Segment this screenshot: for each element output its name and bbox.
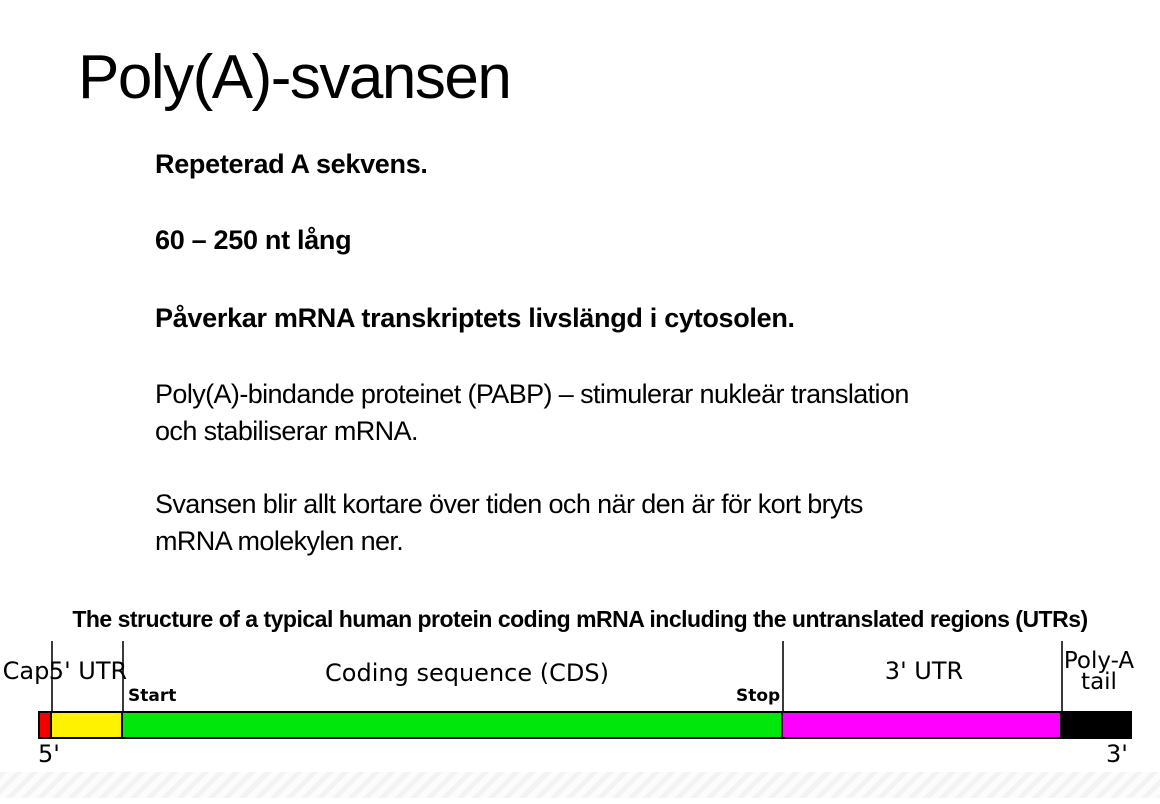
label-5utr: 5' UTR: [48, 657, 128, 685]
label-cds: Coding sequence (CDS): [325, 659, 609, 687]
label-polya-tail: [1063, 648, 1135, 695]
mrna-bar: [38, 711, 1132, 739]
label-5-prime: 5': [38, 740, 60, 768]
bullet-line: Påverkar mRNA transkriptets livslängd i cytosolen.: [155, 303, 795, 333]
figure-caption: The structure of a typical human protein coding mRNA including the untranslated regions (UTRs): [72, 606, 1088, 632]
segment-3utr: [783, 713, 1062, 737]
bullet-line: 60 – 250 nt lång: [155, 225, 352, 255]
bottom-edge-texture: [0, 772, 1160, 798]
bullet-line: Svansen blir allt kortare över tiden och när den är för kort bryts: [155, 489, 863, 519]
boundary-line-polya: [1061, 641, 1063, 711]
label-3utr: 3' UTR: [884, 657, 964, 685]
label-stop-codon: Stop: [736, 686, 781, 706]
label-cap: Cap: [2, 657, 50, 685]
boundary-line-stop: [782, 641, 784, 711]
segment-cds: [123, 713, 783, 737]
label-start-codon: Start: [128, 686, 177, 706]
label-polya-line2: tail: [1081, 669, 1117, 695]
bullet-line: Repeterad A sekvens.: [155, 149, 428, 179]
label-polya-line1: Poly-A: [1063, 648, 1135, 674]
segment-5utr: [52, 713, 123, 737]
segment-polya-tail: [1062, 713, 1130, 737]
label-3-prime: 3': [1106, 740, 1128, 768]
bullet-line: och stabiliserar mRNA.: [155, 416, 418, 446]
segment-divider-polya: [1060, 713, 1062, 737]
bullet-line: Poly(A)-bindande proteinet (PABP) – stimulerar nukleär translation: [155, 379, 909, 409]
segment-divider-stop: [781, 713, 783, 737]
page-title: Poly(A)-svansen: [78, 43, 511, 112]
bullet-line: mRNA molekylen ner.: [155, 526, 404, 556]
segment-divider-cap-5utr: [50, 713, 52, 737]
segment-divider-start: [121, 713, 123, 737]
